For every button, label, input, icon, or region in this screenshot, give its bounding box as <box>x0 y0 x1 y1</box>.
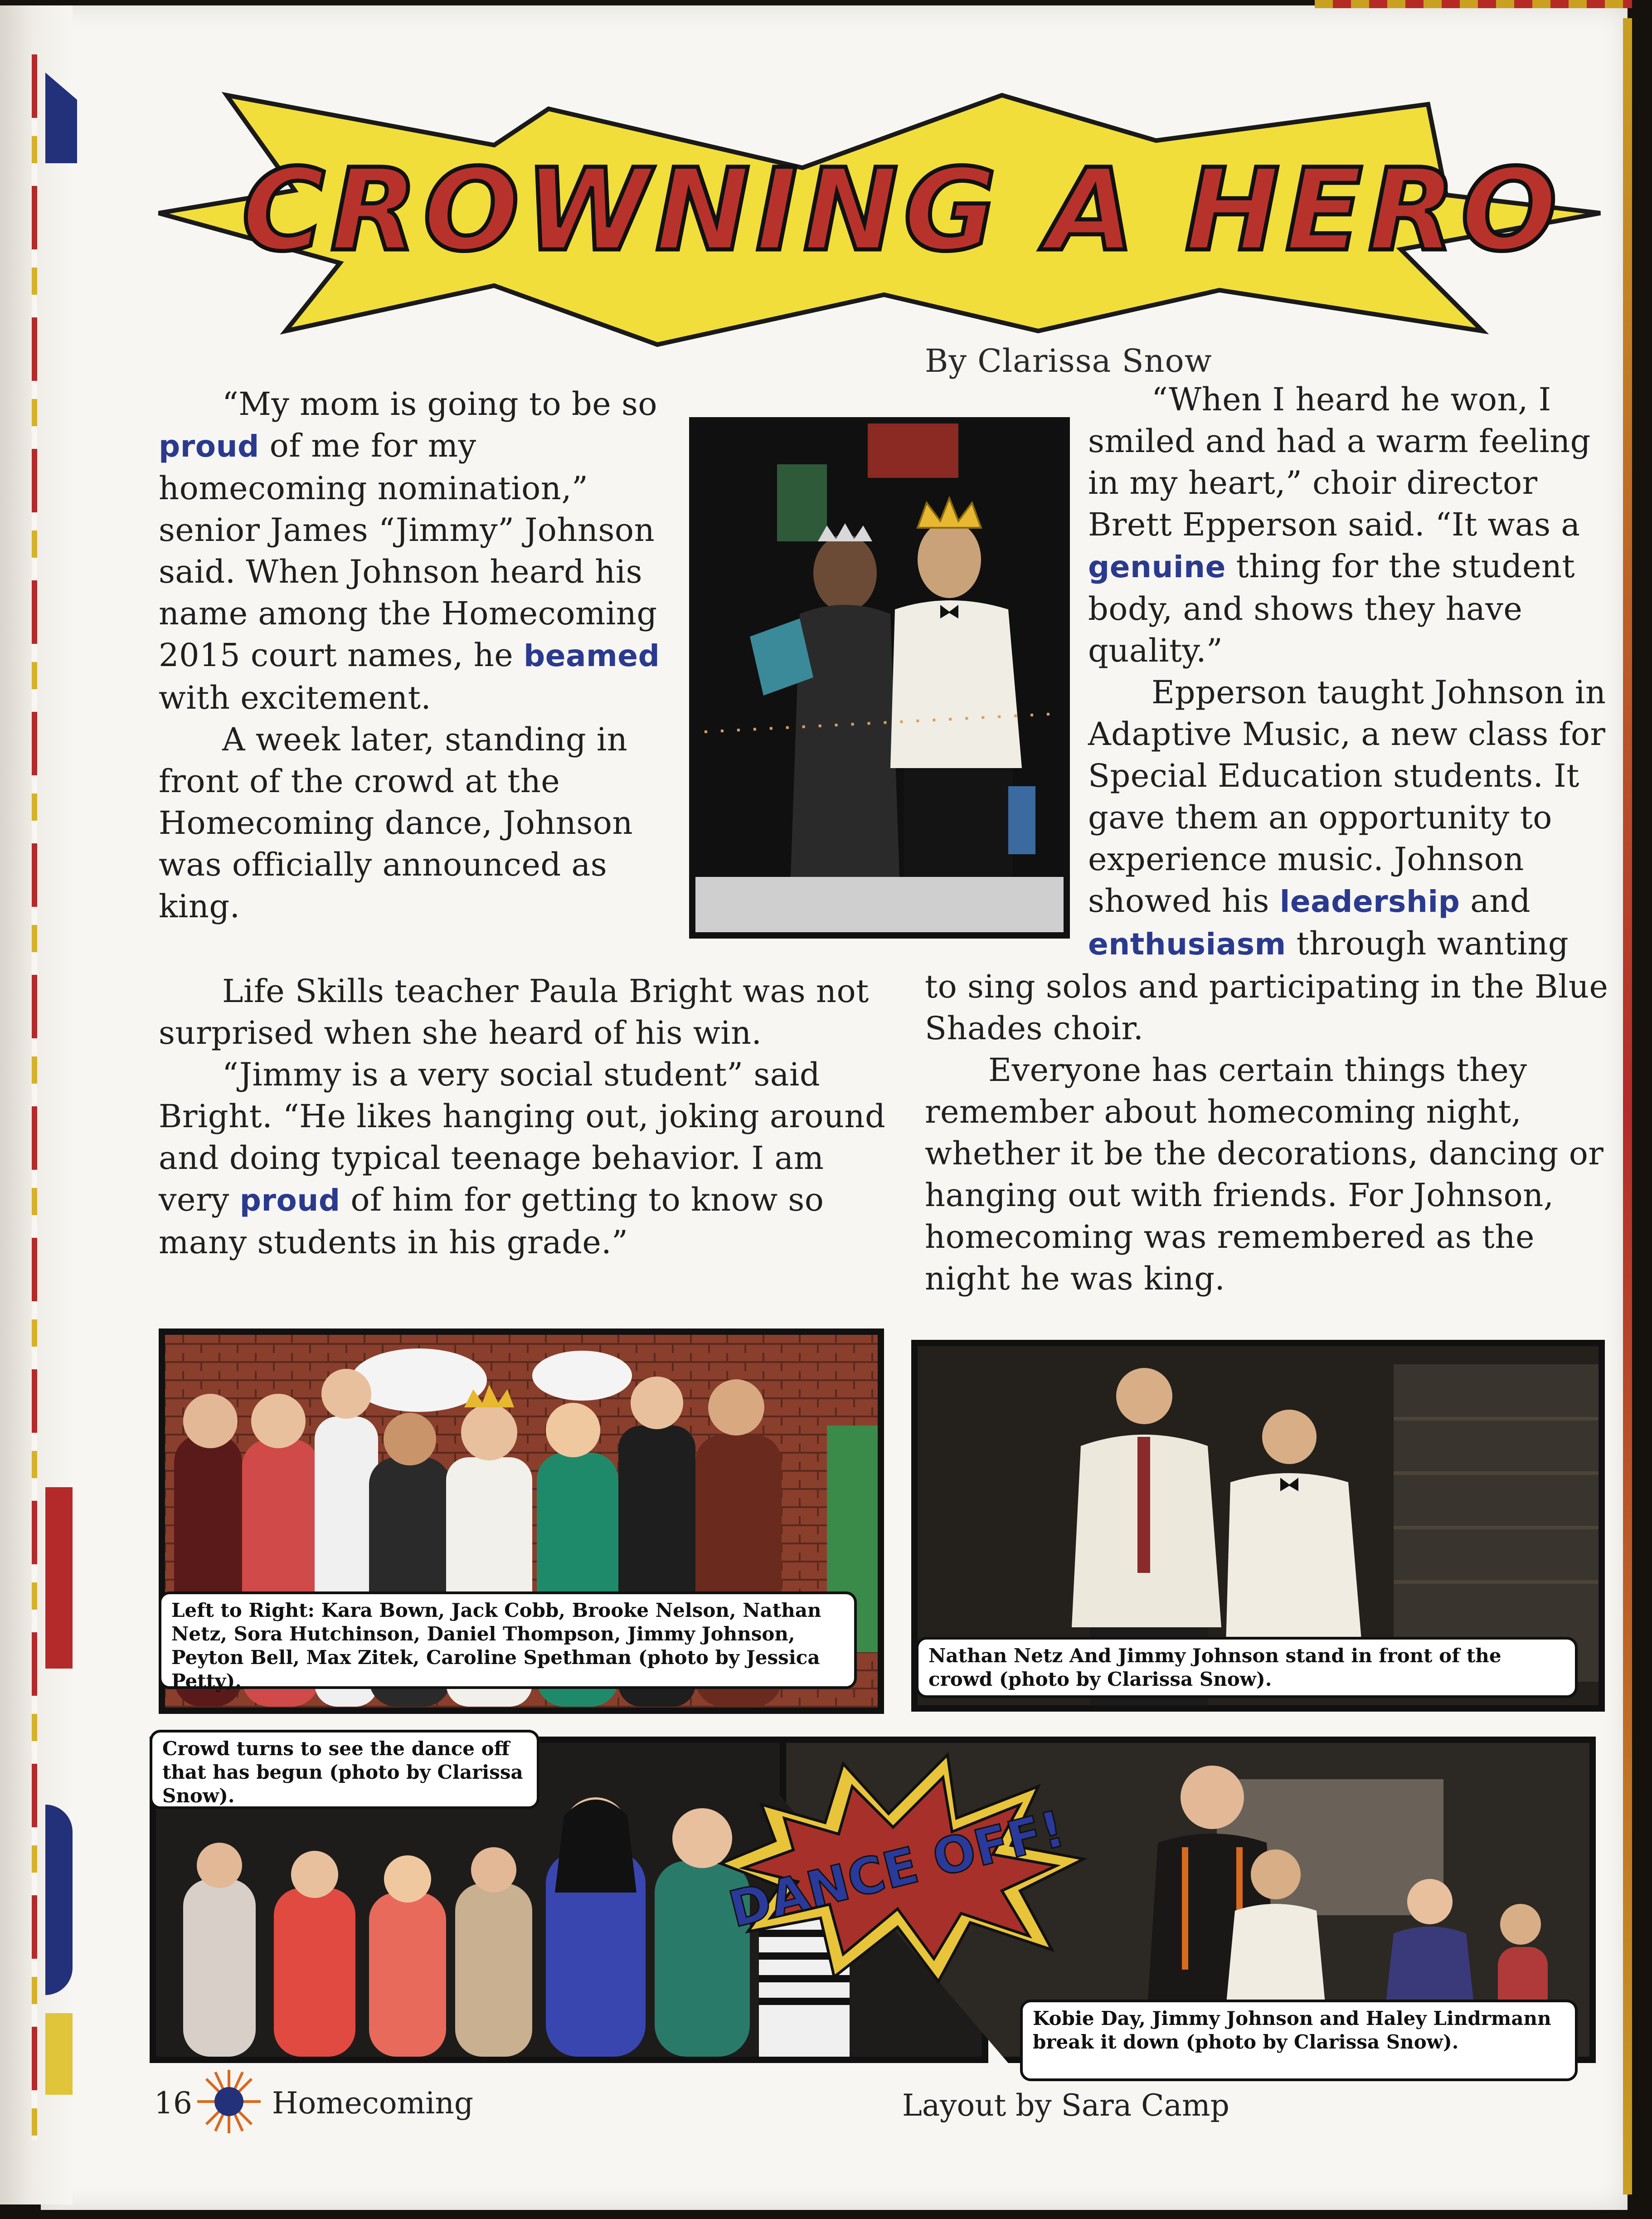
person-head <box>1181 1766 1244 1829</box>
sunburst-icon <box>195 2068 263 2136</box>
left-edge-blue-block-2 <box>45 1805 73 1995</box>
paragraph-6-continued: to sing solos and participating in the Blue Shades choir. <box>925 968 1608 1047</box>
article-right-column <box>1088 379 1614 965</box>
layout-credit: Layout by Sara Camp <box>902 2088 1229 2123</box>
article-lower-right <box>925 966 1618 1299</box>
white-shirt <box>1226 1473 1362 1645</box>
backdrop-red-panel <box>868 423 958 478</box>
paragraph-1: “My mom is going to be so proud of me for my homecoming nomination,” senior James “Jimmy” Johnson said. When Johnson heard his name among the Homecoming 2015 court names, he beamed with excitement. <box>159 385 660 716</box>
highlight-word: proud <box>239 1183 340 1218</box>
highlight-word: proud <box>159 429 259 464</box>
person-head <box>1116 1368 1172 1424</box>
court-caption: Left to Right: Kara Bown, Jack Cobb, Brooke Nelson, Nathan Netz, Sora Hutchinson, Daniel Thompson, Jimmy Johnson, Peyton Bell, Max Zitek, Caroline Spethman (photo by Jessica Petty). <box>159 1591 857 1689</box>
person-head <box>1262 1410 1317 1464</box>
queen-head <box>813 535 877 612</box>
person-head <box>1251 1849 1301 1899</box>
page-number: 16 <box>154 2086 192 2121</box>
gift-bag <box>1008 786 1035 854</box>
dance-off-burst <box>694 1737 1102 1990</box>
paragraph-2: A week later, standing in front of the crowd at the Homecoming dance, Johnson was officially announced as king. <box>159 721 633 925</box>
stand-caption: Nathan Netz And Jimmy Johnson stand in front of the crowd (photo by Clarissa Snow). <box>916 1637 1578 1698</box>
highlight-word: beamed <box>523 638 660 673</box>
crown-icon <box>918 498 981 528</box>
dance-off-label: DANCE OFF! <box>723 1799 1070 1939</box>
red-tie <box>1137 1437 1150 1573</box>
paragraph-3: Life Skills teacher Paula Bright was not surprised when she heard of his win. <box>159 973 869 1051</box>
page-title: CROWNING A HERO <box>242 144 1563 276</box>
paragraph-5: “When I heard he won, I smiled and had a warm feeling in my heart,” choir director Brett Epperson said. “It was a genuine thing for the student body, and shows they have quality.” <box>1088 381 1591 669</box>
top-edge-stripe <box>1315 0 1632 8</box>
title-burst <box>150 77 1609 349</box>
king-pants <box>904 768 1013 877</box>
backdrop-green-panel <box>777 464 827 541</box>
person-head <box>1407 1879 1453 1924</box>
section-name: Homecoming <box>272 2086 474 2121</box>
article-left-column <box>159 383 680 927</box>
crowd-caption: Crowd turns to see the dance off that has begun (photo by Clarissa Snow). <box>150 1730 539 1809</box>
byline: By Clarissa Snow <box>925 342 1212 380</box>
king-head <box>918 521 981 598</box>
king-queen-scene <box>695 423 1064 932</box>
dance-caption: Kobie Day, Jimmy Johnson and Haley Lindrmann break it down (photo by Clarissa Snow). <box>1020 2000 1578 2081</box>
paragraph-7: Everyone has certain things they remember about homecoming night, whether it be the decorations, dancing or hanging out with friends. For Johnson, homecoming was remembered as the night he was king. <box>925 1051 1604 1297</box>
bleachers <box>1394 1364 1599 1682</box>
paragraph-4: “Jimmy is a very social student” said Bright. “He likes hanging out, joking around and doing typical teenage behavior. I am very proud of him for getting to know so many students in his grade.” <box>159 1056 886 1261</box>
king-queen-photo <box>689 417 1070 939</box>
highlight-word: genuine <box>1088 550 1226 584</box>
left-edge-red-block <box>45 1487 73 1669</box>
queen-dress <box>791 605 899 877</box>
paragraph-6: Epperson taught Johnson in Adaptive Music, a new class for Special Education students. It gave them an opportunity to experience music. Johnson showed his leadership and enthusiasm through wanting <box>1088 674 1606 962</box>
stage-floor <box>695 877 1064 932</box>
king-shirt <box>890 600 1022 768</box>
cloud-decoration <box>351 1348 487 1412</box>
right-edge-strip <box>1623 18 1632 2195</box>
highlight-word: enthusiasm <box>1088 927 1286 962</box>
cloud-decoration <box>532 1351 632 1401</box>
left-edge-yellow-block <box>45 2013 73 2095</box>
highlight-word: leadership <box>1279 884 1460 919</box>
article-lower-left <box>159 970 902 1263</box>
edge-stripe <box>32 54 37 2140</box>
